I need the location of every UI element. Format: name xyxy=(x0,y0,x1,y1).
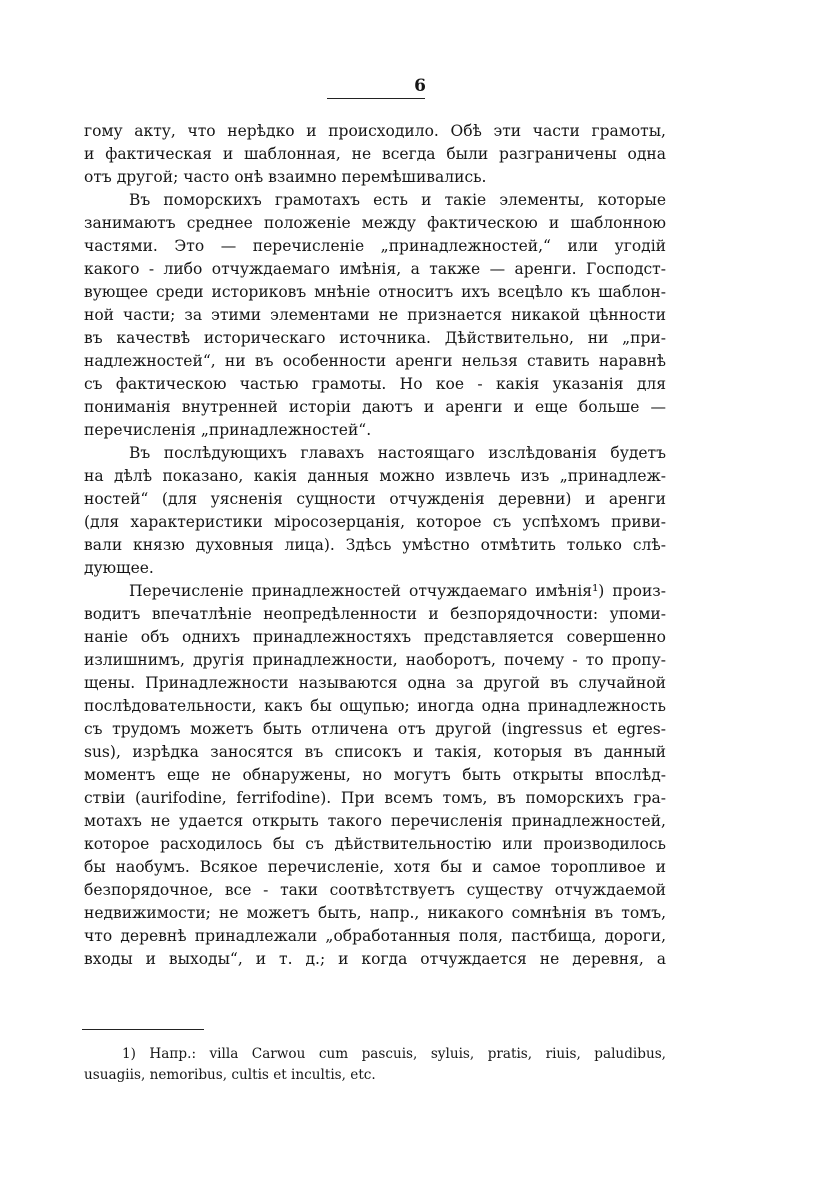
text-line: ствіи (aurifodine, ferrifodine). При всемъ томъ, въ поморскихъ гра- xyxy=(84,789,666,807)
text-line: бы наобумъ. Всякое перечисленіе, хотя бы и самое торопливое и xyxy=(84,858,666,876)
text-line: ной части; за этими элементами не признается никакой цѣнности xyxy=(84,306,666,324)
text-line: съ фактическою частью грамоты. Но кое - какія указанія для xyxy=(84,375,666,393)
text-line: безпорядочное, все - таки соотвѣтствуетъ существу отчуждаемой xyxy=(84,881,666,899)
text-line: дующее. xyxy=(84,559,154,577)
text-line: вали князю духовныя лица). Здѣсь умѣстно отмѣтить только слѣ- xyxy=(84,536,666,554)
text-line: Въ поморскихъ грамотахъ есть и такіе элементы, которые xyxy=(129,191,666,209)
text-line: sus), изрѣдка заносятся въ списокъ и такія, которыя въ данный xyxy=(84,743,666,761)
text-line: щены. Принадлежности называются одна за другой въ случайной xyxy=(84,674,666,692)
text-line: что деревнѣ принадлежали „обработанныя поля, пастбища, дороги, xyxy=(84,927,666,945)
text-line: послѣдовательности, какъ бы ощупью; иногда одна принадлежность xyxy=(84,697,666,715)
text-line: отъ другой; часто онѣ взаимно перемѣшивались. xyxy=(84,168,487,186)
text-line: ностей“ (для уясненія сущности отчужденія деревни) и аренги xyxy=(84,490,666,508)
text-line: въ качествѣ историческаго источника. Дѣйствительно, ни „при- xyxy=(84,329,666,347)
footnote-line: 1) Напр.: villa Carwou cum pascuis, syluis, pratis, riuis, paludibus, xyxy=(122,1046,666,1062)
text-line: входы и выходы“, и т. д.; и когда отчуждается не деревня, а xyxy=(84,950,666,968)
page-number: 6 xyxy=(414,76,426,96)
text-line: пониманія внутренней исторіи даютъ и аренги и еще больше — xyxy=(84,398,666,416)
text-line: которое расходилось бы съ дѣйствительностію или производилось xyxy=(84,835,666,853)
text-line: гому акту, что нерѣдко и происходило. Обѣ эти части грамоты, xyxy=(84,122,666,140)
text-line: частями. Это — перечисленіе „принадлежностей,“ или угодій xyxy=(84,237,666,255)
text-line: надлежностей“, ни въ особенности аренги нельзя ставить наравнѣ xyxy=(84,352,666,370)
text-line: и фактическая и шаблонная, не всегда были разграничены одна xyxy=(84,145,666,163)
text-line: водитъ впечатлѣніе неопредѣленности и безпорядочности: упоми- xyxy=(84,605,666,623)
text-line: съ трудомъ можетъ быть отличена отъ другой (ingressus et egres- xyxy=(84,720,666,738)
text-line: наніе объ однихъ принадлежностяхъ представляется совершенно xyxy=(84,628,666,646)
text-line: какого - либо отчуждаемаго имѣнія, а также — аренги. Господст- xyxy=(84,260,666,278)
main-text xyxy=(84,120,666,971)
text-line: (для характеристики міросозерцанія, которое съ успѣхомъ приви- xyxy=(84,513,666,531)
footnote xyxy=(84,1044,666,1086)
text-line: моментъ еще не обнаружены, но могутъ быть открыты впослѣд- xyxy=(84,766,666,784)
footnote-rule xyxy=(82,1029,204,1030)
text-line: Перечисленіе принадлежностей отчуждаемаго имѣнія¹) произ- xyxy=(129,582,666,600)
text-line: на дѣлѣ показано, какія данныя можно извлечь изъ „принадлеж- xyxy=(84,467,666,485)
text-line: занимаютъ среднее положеніе между фактическою и шаблонною xyxy=(84,214,666,232)
text-line: Въ послѣдующихъ главахъ настоящаго изслѣдованія будетъ xyxy=(129,444,666,462)
text-line: перечисленія „принадлежностей“. xyxy=(84,421,372,439)
header-rule xyxy=(327,98,425,99)
text-line: мотахъ не удается открыть такого перечисленія принадлежностей, xyxy=(84,812,666,830)
text-line: вующее среди историковъ мнѣніе относитъ ихъ всецѣло къ шаблон- xyxy=(84,283,666,301)
text-line: недвижимости; не можетъ быть, напр., никакого сомнѣнія въ томъ, xyxy=(84,904,666,922)
footnote-line: usuagiis, nemoribus, cultis et incultis, etc. xyxy=(84,1067,376,1083)
text-line: излишнимъ, другія принадлежности, наоборотъ, почему - то пропу- xyxy=(84,651,666,669)
